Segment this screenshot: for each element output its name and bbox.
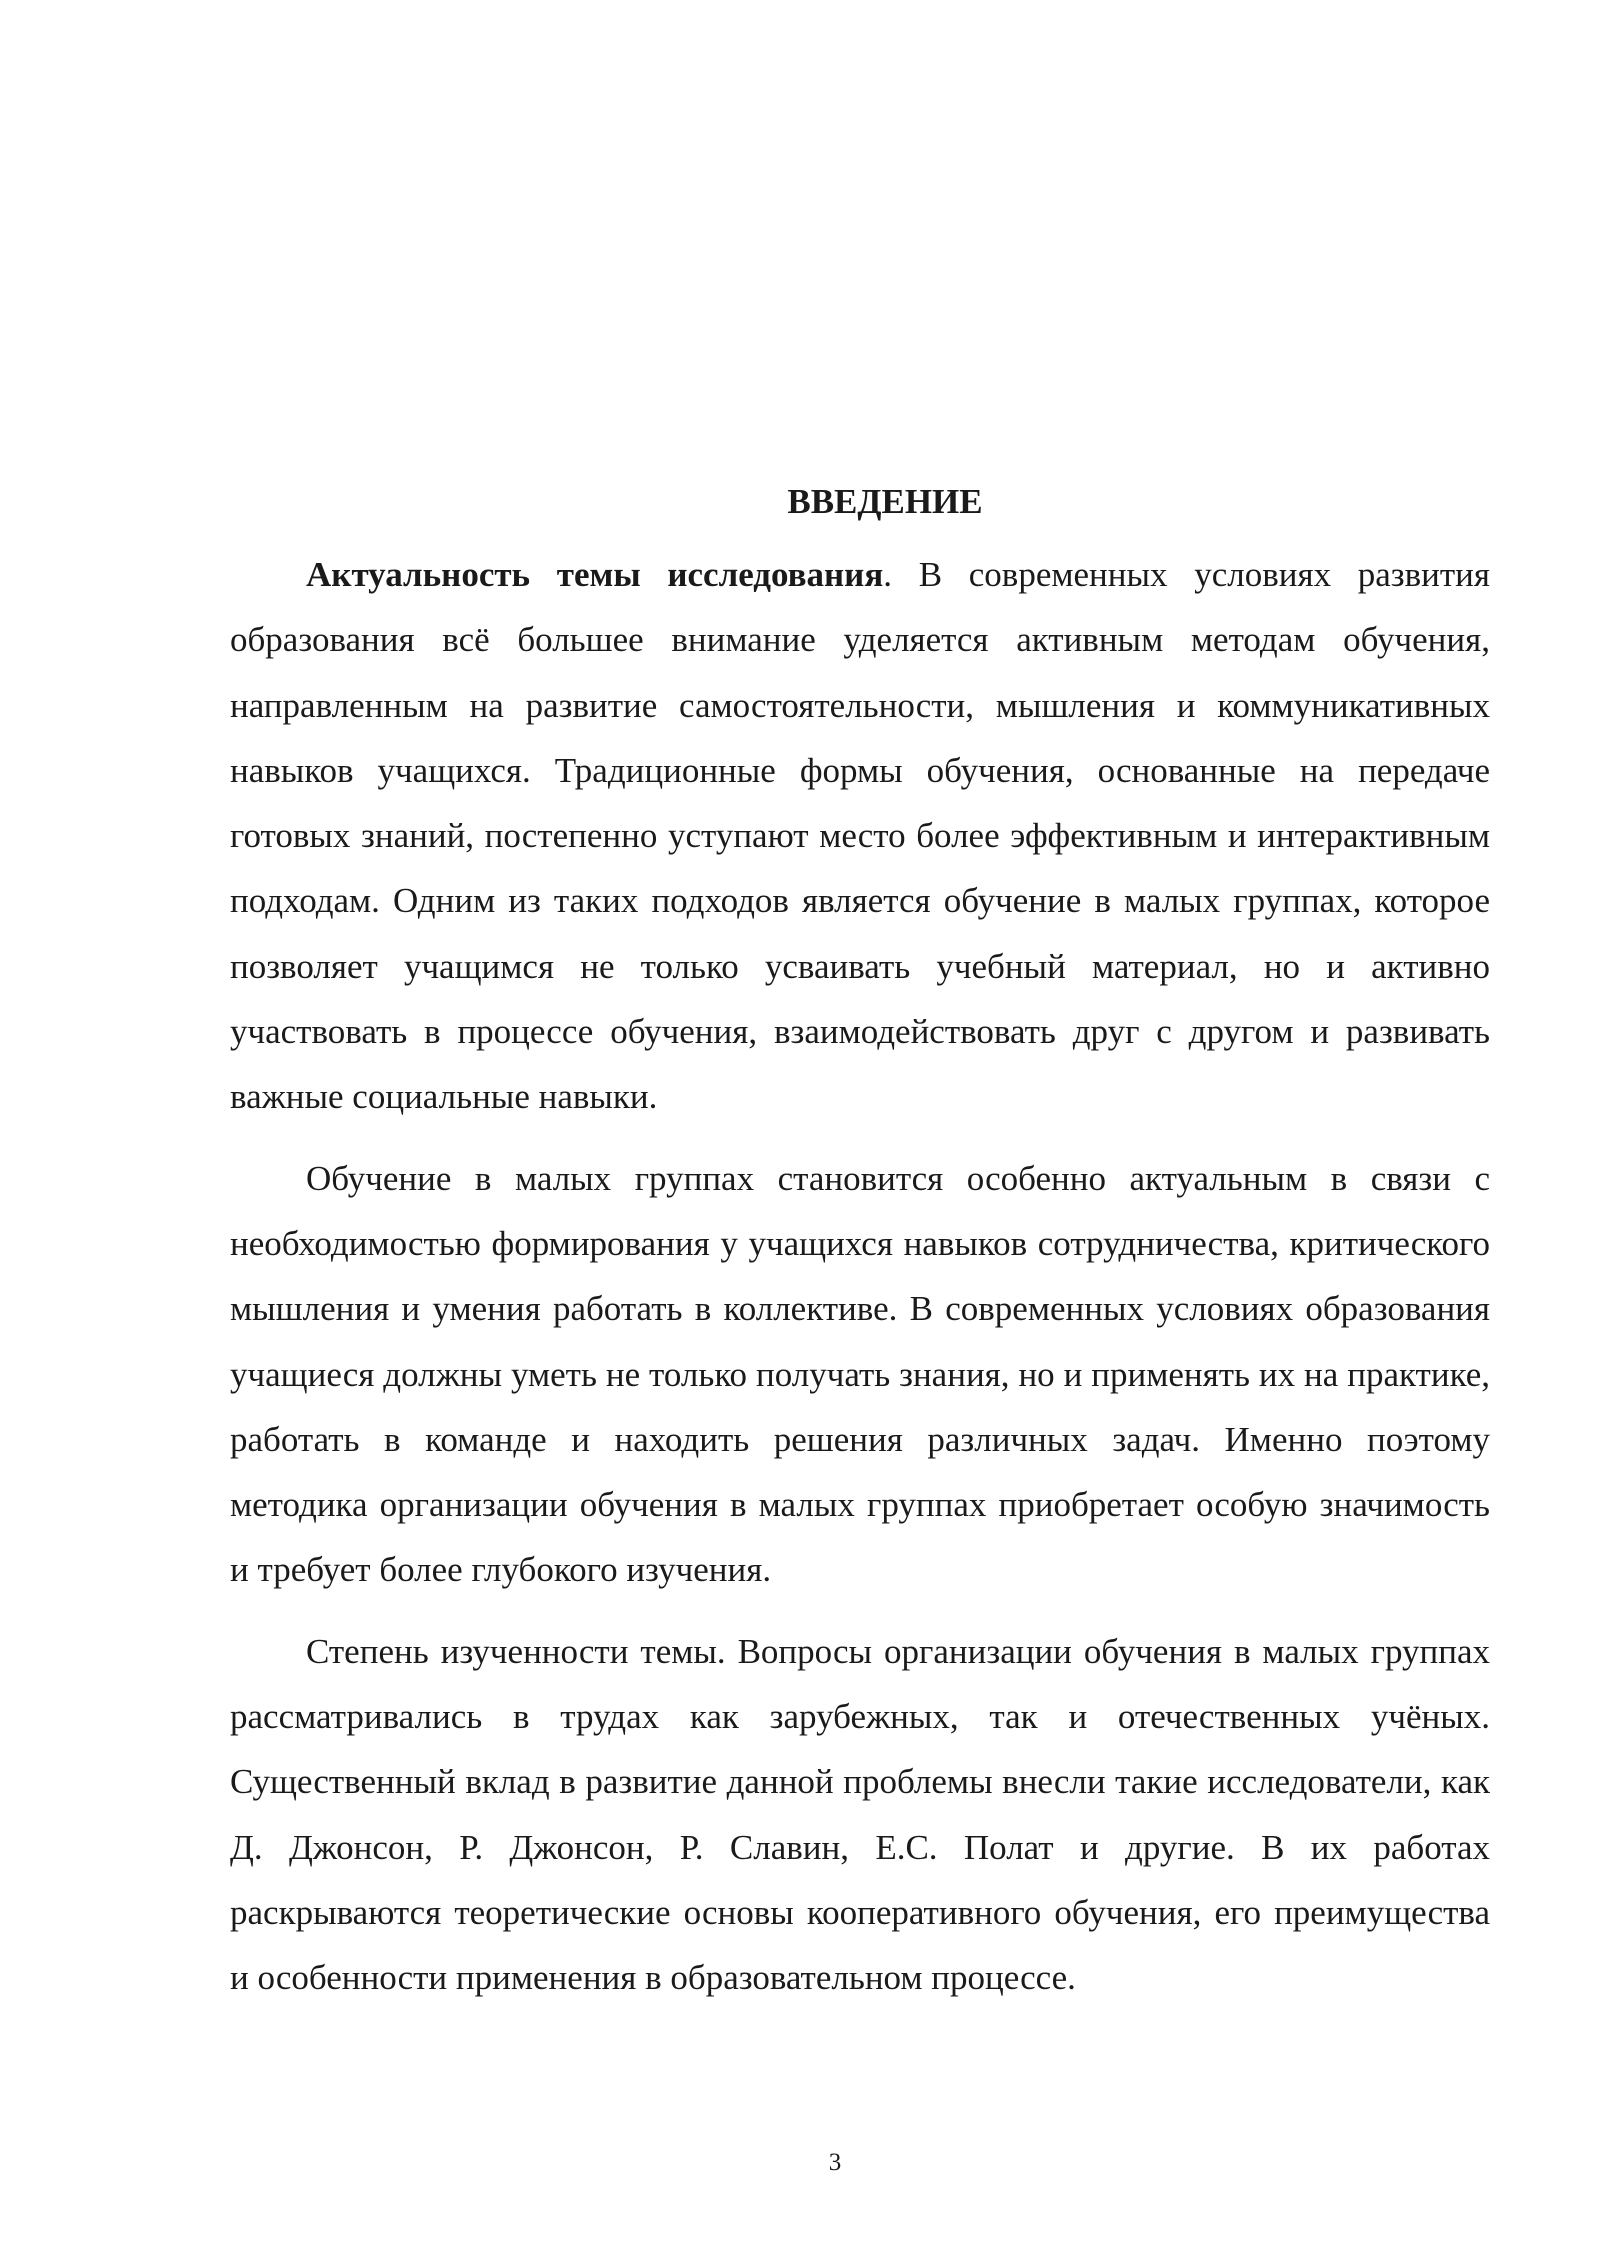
paragraph-relevance bbox=[230, 542, 1490, 1130]
paragraph-text: . В современных условиях развития образования всё большее внимание уделяется активным методам обучения, направленным на развитие самостоятельности, мышления и коммуникативных навыков учащихся. Традиционные формы обучения, основанные на передаче готовых знаний, постепенно уступают место более эффективным и интерактивным подходам. Одним из таких подходов является обучение в малых группах, которое позволяет учащимся не только усваивать учебный материал, но и активно участвовать в процессе обучения, взаимодействовать друг с другом и развивать важные социальные навыки. bbox=[230, 555, 1491, 1117]
page-title: ВВЕДЕНИЕ bbox=[787, 482, 983, 521]
paragraph-small-groups: Обучение в малых группах становится особенно актуальным в связи с необходимостью формирования у учащихся навыков сотрудничества, критического мышления и умения работать в коллективе. В современных условиях образования учащиеся должны уметь не только получать знания, но и применять их на практике, работать в команде и находить решения различных задач. Именно поэтому методика организации обучения в малых группах приобретает особую значимость и требует более глубокого изучения. bbox=[230, 1158, 1490, 1590]
paragraph-lead-bold: Актуальность темы исследования bbox=[306, 555, 884, 594]
paragraph-degree-of-study: Степень изученности темы. Вопросы организации обучения в малых группах рассматривались в трудах как зарубежных, так и отечественных учёных. Существенный вклад в развитие данной проблемы внесли такие исследователи, как Д. Джонсон, Р. Джонсон, Р. Славин, Е.С. Полат и другие. В их работах раскрываются теоретические основы кооперативного обучения, его преимущества и особенности применения в образовательном процессе. bbox=[230, 1631, 1490, 1998]
page-number: 3 bbox=[828, 2149, 842, 2176]
page-content bbox=[230, 480, 1490, 2027]
